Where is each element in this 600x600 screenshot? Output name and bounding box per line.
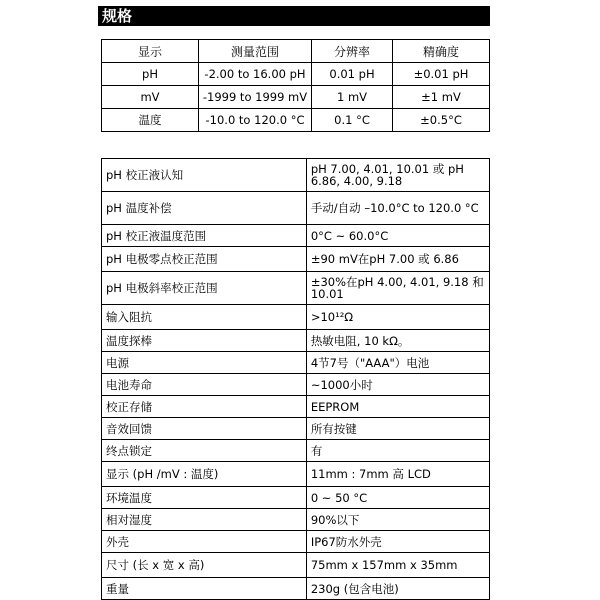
- spec-label: pH 电极零点校正范围: [102, 247, 307, 272]
- spec-label: 温度探棒: [102, 330, 307, 352]
- cell: ±0.01 pH: [393, 63, 490, 86]
- spec-value: ±90 mV在pH 7.00 或 6.86: [306, 247, 489, 272]
- detail-row: [102, 462, 490, 487]
- cell: -10.0 to 120.0 °C: [199, 109, 312, 132]
- header-accuracy: 精确度: [393, 40, 490, 63]
- detail-row: [102, 509, 490, 531]
- spec-label: pH 电极斜率校正范围: [102, 272, 307, 305]
- spec-value: 75mm x 157mm x 35mm: [306, 553, 489, 578]
- detail-row: [102, 305, 490, 330]
- spec-label: 电源: [102, 352, 307, 374]
- spec-label: 尺寸 (长 x 宽 x 高): [102, 553, 307, 578]
- detail-row: [102, 440, 490, 462]
- header-range: 测量范围: [199, 40, 312, 63]
- spec-value: ±30%在pH 4.00, 4.01, 9.18 和10.01: [306, 272, 489, 305]
- detail-table: [101, 158, 490, 600]
- spec-value: 所有按键: [306, 418, 489, 440]
- spec-value: 4节7号（"AAA"）电池: [306, 352, 489, 374]
- spec-value: 0°C ~ 60.0°C: [306, 225, 489, 247]
- spec-value: IP67防水外壳: [306, 531, 489, 553]
- detail-row: [102, 352, 490, 374]
- spec-label: pH 校正液认知: [102, 159, 307, 192]
- spec-value: 有: [306, 440, 489, 462]
- spec-label: pH 温度补偿: [102, 192, 307, 225]
- spec-label: 外壳: [102, 531, 307, 553]
- detail-row: [102, 396, 490, 418]
- spec-label: pH 校正液温度范围: [102, 225, 307, 247]
- summary-row-temp: [102, 109, 490, 132]
- detail-row: [102, 553, 490, 578]
- section-title: 规格: [98, 6, 490, 26]
- spec-label: 显示 (pH /mV : 温度): [102, 462, 307, 487]
- detail-row: [102, 418, 490, 440]
- cell: pH: [102, 63, 199, 86]
- spec-value: >10¹²Ω: [306, 305, 489, 330]
- detail-row: [102, 159, 490, 192]
- spec-label: 环境温度: [102, 487, 307, 509]
- spec-label: 电池寿命: [102, 374, 307, 396]
- detail-row: [102, 272, 490, 305]
- cell: 1 mV: [312, 86, 393, 109]
- spec-value: 热敏电阻, 10 kΩ。: [306, 330, 489, 352]
- spec-value: 11mm : 7mm 高 LCD: [306, 462, 489, 487]
- cell: ±1 mV: [393, 86, 490, 109]
- detail-row: [102, 531, 490, 553]
- detail-row: [102, 225, 490, 247]
- spec-value: 90%以下: [306, 509, 489, 531]
- cell: 0.1 °C: [312, 109, 393, 132]
- spec-label: 重量: [102, 578, 307, 600]
- detail-row: [102, 330, 490, 352]
- spec-label: 终点锁定: [102, 440, 307, 462]
- detail-row: [102, 578, 490, 600]
- header-display: 显示: [102, 40, 199, 63]
- spec-value: EEPROM: [306, 396, 489, 418]
- cell: mV: [102, 86, 199, 109]
- summary-table: [101, 39, 490, 132]
- cell: -1999 to 1999 mV: [199, 86, 312, 109]
- spec-label: 校正存储: [102, 396, 307, 418]
- spec-value: 0 ~ 50 °C: [306, 487, 489, 509]
- summary-row-ph: [102, 63, 490, 86]
- spec-label: 相对湿度: [102, 509, 307, 531]
- spec-label: 音效回馈: [102, 418, 307, 440]
- spec-value: 手动/自动 –10.0°C to 120.0 °C: [306, 192, 489, 225]
- spec-value: pH 7.00, 4.01, 10.01 或 pH 6.86, 4.00, 9.18: [306, 159, 489, 192]
- detail-row: [102, 192, 490, 225]
- detail-row: [102, 487, 490, 509]
- cell: -2.00 to 16.00 pH: [199, 63, 312, 86]
- cell: ±0.5°C: [393, 109, 490, 132]
- cell: 0.01 pH: [312, 63, 393, 86]
- detail-row: [102, 374, 490, 396]
- spec-label: 输入阻抗: [102, 305, 307, 330]
- header-resolution: 分辨率: [312, 40, 393, 63]
- summary-header-row: [102, 40, 490, 63]
- summary-row-mv: [102, 86, 490, 109]
- spec-value: ~1000小时: [306, 374, 489, 396]
- spec-value: 230g (包含电池): [306, 578, 489, 600]
- cell: 温度: [102, 109, 199, 132]
- detail-row: [102, 247, 490, 272]
